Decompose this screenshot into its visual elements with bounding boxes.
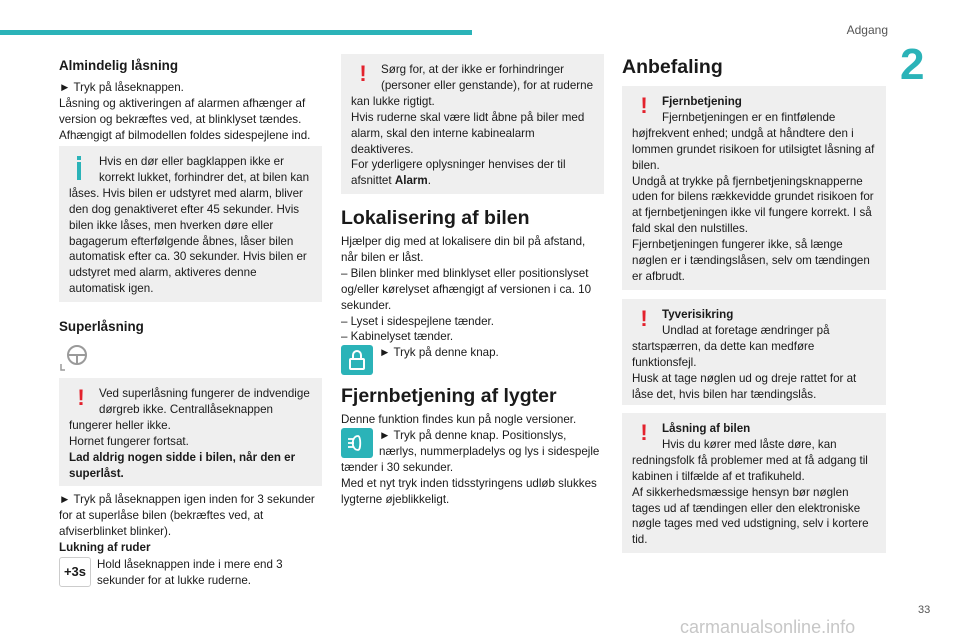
paragraph: – Kabinelyset tænder.: [341, 330, 454, 344]
warning-text: Fjernbetjeningen fungerer ikke, så længe nøglen er i tændingslåsen, selv om tændingen er afbrudt.: [632, 238, 870, 283]
paragraph: ► Tryk på denne knap.: [379, 346, 499, 360]
text-block-superlock: [59, 492, 322, 588]
heading-almindelig-laasning: Almindelig låsning: [59, 58, 179, 73]
warning-text: Fjernbetjeningen er en fintfølende højfrekvent enhed; undgå at håndtere den i lommen grundet risikoen for utilsigtet låsning af bilen.: [632, 110, 875, 172]
warning-text: Hornet fungerer fortsat.: [69, 434, 189, 448]
warning-text-bold: Lad aldrig nogen sidde i bilen, når den er superlåst.: [69, 450, 296, 480]
warning-text: Hvis du kører med låste døre, kan redningsfolk få problemer med at få adgang til kabinen i tilfælde af et trafikuheld.: [632, 437, 868, 483]
paragraph: – Bilen blinker med blinklyset eller positionslyset og/eller kørelyset afhængigt af versionen i ca. 10 sekunder.: [341, 266, 592, 312]
paragraph: Afhængigt af bilmodellen foldes sidespejlene ind.: [59, 128, 311, 142]
warning-icon: !: [640, 420, 648, 445]
heading-fjernbetjening-lygter: Fjernbetjening af lygter: [341, 385, 557, 407]
paragraph: Med et nyt tryk inden tidsstyringens udløb slukkes lygterne øjeblikkeligt.: [341, 476, 597, 506]
paragraph: – Lyset i sidespejlene tænder.: [341, 314, 494, 328]
chapter-number: 2: [900, 40, 925, 89]
warning-text: Undgå at trykke på fjernbetjeningsknapperne uden for bilens rækkevidde grundet risikoen for at fjernbetjeningen ikke vil fungere korrekt. I så fald skal den nulstilles.: [632, 174, 874, 236]
box-title: Fjernbetjening: [662, 95, 742, 108]
car-lock-icon: [341, 345, 373, 375]
warning-text: Ved superlåsning fungerer de indvendige dørgreb ikke. Centrallåseknappen fungerer heller ikke.: [69, 387, 310, 432]
text-block-lights: [341, 412, 604, 507]
warning-box-superlock: [59, 378, 322, 486]
warning-box-vehicle-lock: [622, 413, 886, 553]
heading-anbefaling: Anbefaling: [622, 56, 723, 78]
warning-box-remote: [622, 86, 886, 290]
warning-text: For yderligere oplysninger henvises der til afsnittet Alarm.: [351, 158, 566, 188]
box-title: Låsning af bilen: [662, 422, 751, 435]
warning-text: Undlad at foretage ændringer på startspærren, da dette kan medføre funktionsfejl.: [632, 323, 830, 369]
heading-lokalisering: Lokalisering af bilen: [341, 207, 530, 229]
warning-icon: !: [640, 306, 648, 331]
warning-box-immobiliser: [622, 299, 886, 405]
warning-text: Sørg for, at der ikke er forhindringer (personer eller genstande), for at ruderne kan lukke rigtigt.: [351, 63, 594, 108]
warning-box-windows: [341, 54, 604, 194]
warning-text: Husk at tage nøglen ud og dreje rattet for at låse det, hvis bilen har tændingslås.: [632, 371, 857, 401]
info-text: Hvis en dør eller bagklappen ikke er korrekt lukket, forhindrer det, at bilen kan låses. Hvis bilen er udstyret med alarm, bliver den dog genaktiveret efter 45 sekunder. Hvis bilen ikke låses, men hverken døre eller bagagerum efterfølgende åbnes, låser bilen automatisk efter ca. 30 sekunder. Hvis bilen er udstyret med alarm, aktiveres denne automatisk igen.: [69, 155, 310, 296]
headlight-icon: [341, 428, 373, 458]
warning-icon: !: [359, 61, 367, 86]
watermark: carmanualsonline.info: [680, 617, 856, 637]
paragraph: ► Tryk på denne knap. Positionslys, nærlys, nummerpladelys og lys i sidespejle tænder i 30 sekunder.: [341, 428, 600, 474]
section-label: Adgang: [846, 23, 888, 37]
paragraph: Hold låseknappen inde i mere end 3 sekunder for at lukke ruderne.: [97, 557, 283, 587]
text-block-locate: [341, 234, 604, 375]
paragraph: ► Tryk på låseknappen.: [59, 81, 184, 94]
paragraph: ► Tryk på låseknappen igen inden for 3 sekunder for at superlåse bilen (bekræftes ved, at afviserblinket blinker).: [59, 493, 315, 538]
box-title: Tyverisikring: [662, 308, 734, 321]
info-icon: [69, 154, 93, 184]
heading-superlaasning: Superlåsning: [59, 319, 144, 334]
plus-3s-icon: +3s: [59, 557, 91, 587]
paragraph: Hjælper dig med at lokalisere din bil på afstand, når bilen er låst.: [341, 235, 586, 264]
paragraph: Låsning og aktiveringen af alarmen afhænger af version og bekræftes ved, at blinklyset tændes.: [59, 96, 306, 126]
page-number: 33: [918, 604, 931, 616]
subheading-window-closing: Lukning af ruder: [59, 540, 151, 554]
warning-icon: !: [77, 385, 85, 410]
info-box: [59, 146, 322, 302]
header-accent-bar: [0, 30, 472, 35]
text-block-locking: [59, 80, 322, 144]
warning-icon: !: [640, 93, 648, 118]
steering-lock-icon: [59, 344, 95, 372]
paragraph: Denne funktion findes kun på nogle versioner.: [341, 413, 577, 426]
warning-text: Hvis ruderne skal være lidt åbne på biler med alarm, skal den interne kabinealarm deaktiveres.: [351, 110, 585, 156]
warning-text: Af sikkerhedsmæssige hensyn bør nøglen tages ud af tændingen eller den elektroniske nøgle tages med ved udstigning, selv i kortere tid.: [632, 485, 869, 547]
